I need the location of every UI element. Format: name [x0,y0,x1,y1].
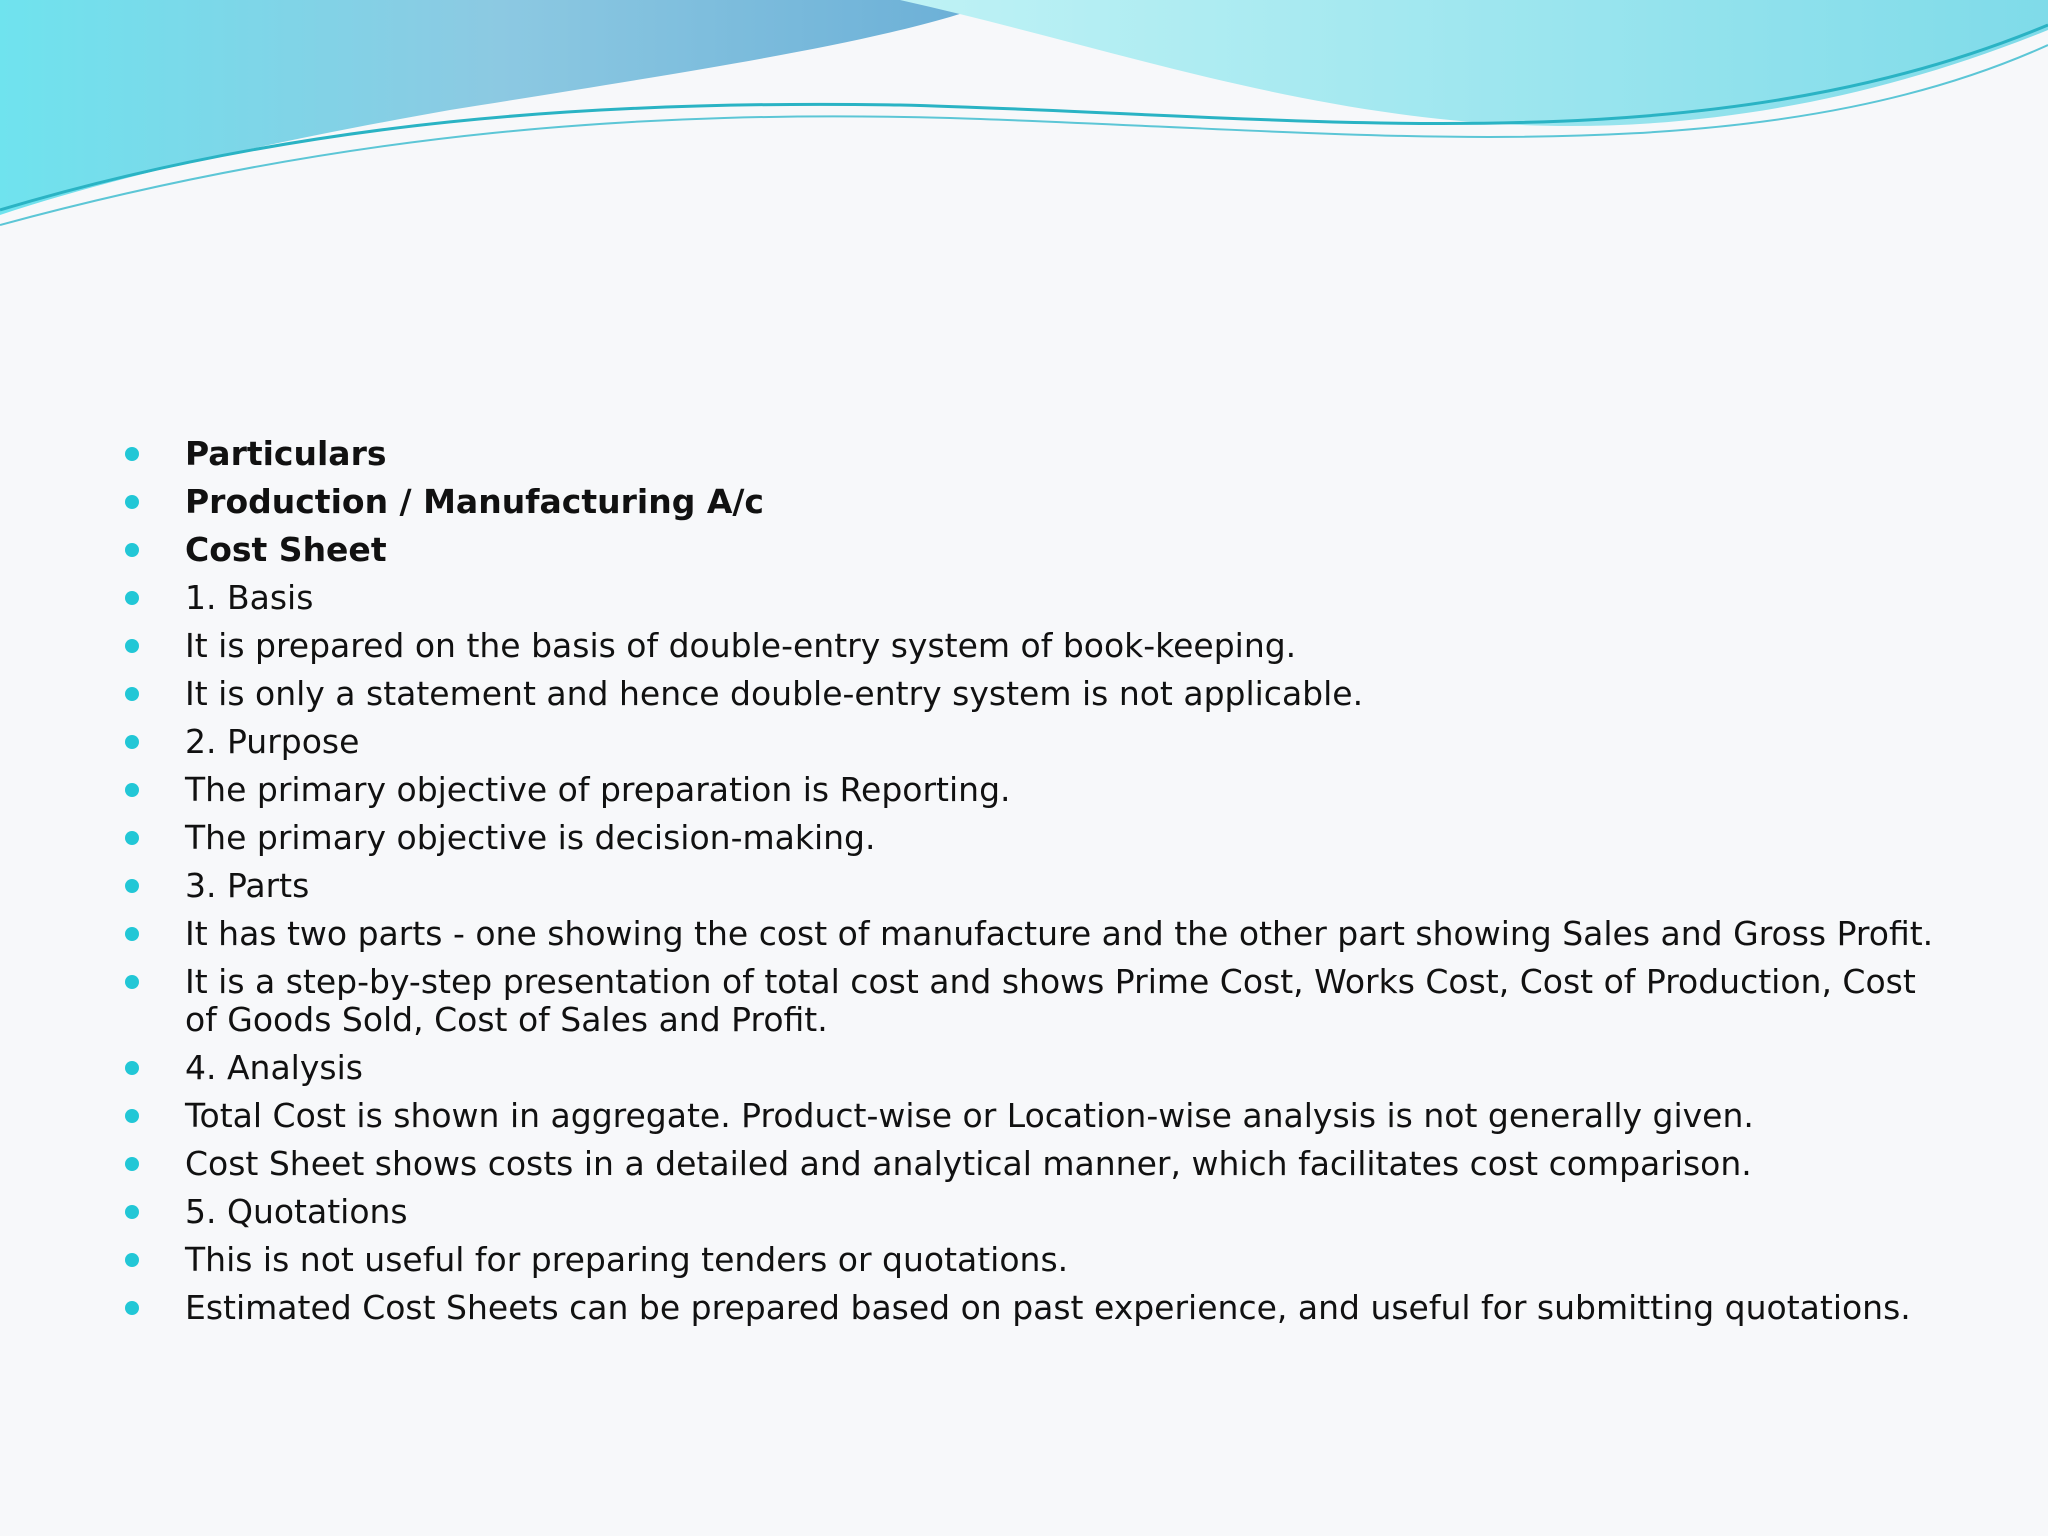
bullet-dot-icon [125,1205,139,1219]
bullet-dot-icon [125,879,139,893]
bullet-dot-icon [125,927,139,941]
bullet-text: 2. Purpose [185,722,360,761]
bullet-item [125,819,1945,857]
bullet-text: 4. Analysis [185,1048,363,1087]
bullet-item [125,867,1945,905]
bullet-dot-icon [125,735,139,749]
bullet-dot-icon [125,495,139,509]
bullet-dot-icon [125,639,139,653]
bullet-item [125,1145,1945,1183]
bullet-text: It is a step-by-step presentation of total cost and shows Prime Cost, Works Cost, Cost of Production, Cost of Goods Sold, Cost of Sales and Profit. [185,962,1916,1039]
bullet-text: 5. Quotations [185,1192,408,1231]
bullet-text: 3. Parts [185,866,310,905]
bullet-text: It has two parts - one showing the cost of manufacture and the other part showing Sales and Gross Profit. [185,914,1934,953]
bullet-item [125,963,1945,1039]
bullet-dot-icon [125,1301,139,1315]
bullet-item [125,435,1945,473]
bullet-text: Cost Sheet shows costs in a detailed and analytical manner, which facilitates cost comparison. [185,1144,1752,1183]
bullet-text: Production / Manufacturing A/c [185,482,764,521]
wave-right [900,0,2048,126]
bullet-dot-icon [125,1253,139,1267]
bullet-dot-icon [125,447,139,461]
bullet-text: This is not useful for preparing tenders or quotations. [185,1240,1069,1279]
bullet-item [125,1241,1945,1279]
bullet-dot-icon [125,591,139,605]
bullet-item [125,915,1945,953]
bullet-text: Estimated Cost Sheets can be prepared based on past experience, and useful for submitting quotations. [185,1288,1911,1327]
bullet-text: Particulars [185,434,387,473]
bullet-item [125,1049,1945,1087]
bullet-dot-icon [125,687,139,701]
bullet-text: It is prepared on the basis of double-entry system of book-keeping. [185,626,1297,665]
bullet-dot-icon [125,1061,139,1075]
bullet-item [125,531,1945,569]
bullet-item [125,1097,1945,1135]
bullet-item [125,579,1945,617]
bullet-text: The primary objective of preparation is Reporting. [185,770,1011,809]
bullet-dot-icon [125,543,139,557]
wave-main [0,0,1000,215]
bullet-text: Cost Sheet [185,530,387,569]
bullet-dot-icon [125,1109,139,1123]
bullet-item [125,1289,1945,1327]
bullet-item [125,771,1945,809]
bullet-dot-icon [125,1157,139,1171]
bullet-text: It is only a statement and hence double-entry system is not applicable. [185,674,1364,713]
bullet-text: Total Cost is shown in aggregate. Product-wise or Location-wise analysis is not generally given. [185,1096,1754,1135]
bullet-list [125,435,1945,1337]
header-wave-decoration [0,0,2048,240]
bullet-text: The primary objective is decision-making. [185,818,876,857]
bullet-dot-icon [125,831,139,845]
bullet-text: 1. Basis [185,578,314,617]
bullet-dot-icon [125,975,139,989]
bullet-item [125,723,1945,761]
bullet-item [125,1193,1945,1231]
bullet-dot-icon [125,783,139,797]
bullet-item [125,483,1945,521]
bullet-item [125,675,1945,713]
bullet-item [125,627,1945,665]
